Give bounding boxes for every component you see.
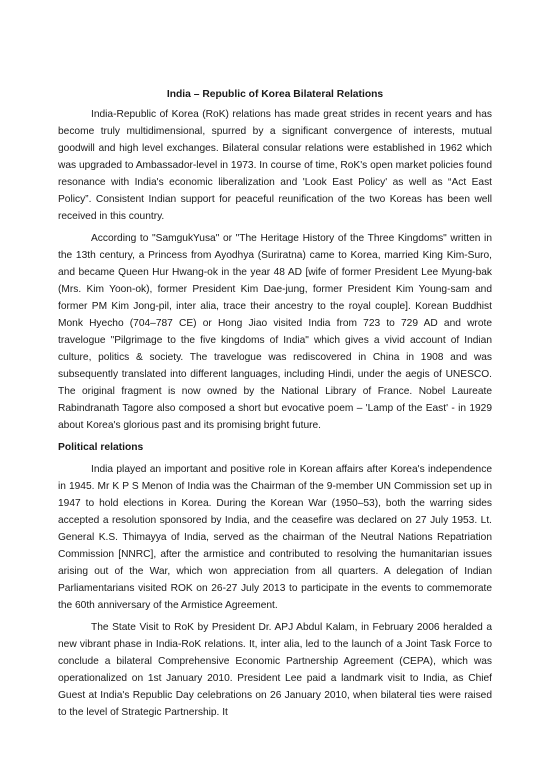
political-paragraph-2: The State Visit to RoK by President Dr. APJ Abdul Kalam, in February 2006 heralded a new vibrant phase in India-RoK relations. It, inter alia, led to the launch of a Joint Task Force to conclude a bilateral Comprehensive Economic Partnership Agreement (CEPA), which was operationalized on 1st January 2010. President Lee paid a landmark visit to India, as Chief Guest at India's Republic Day celebrations on 26 January 2010, when bilateral ties were raised to the level of Strategic Partnership. It [58, 622, 492, 718]
document-page [58, 88, 492, 726]
intro-paragraph-2: According to "SamgukYusa" or "The Heritage History of the Three Kingdoms" written in the 13th century, a Princess from Ayodhya (Suriratna) came to Korea, married King Kim-Suro, and became Queen Hur Hwang-ok in the year 48 AD [wife of former President Lee Myung-bak (Mrs. Kim Yoon-ok), former President Kim Dae-jung, former President Kim Young-sam and former PM Kim Jong-pil, inter alia, trace their ancestry to the royal couple]. Korean Buddhist Monk Hyecho (704–787 CE) or Hong Jiao visited India from 723 to 729 AD and wrote travelogue "Pilgrimage to the five kingdoms of India" which gives a vivid account of Indian culture, politics & society. The travelogue was rediscovered in China in 1908 and was subsequently translated into different languages, including Hindi, under the aegis of UNESCO. The original fragment is now owned by the National Library of France. Nobel Laureate Rabindranath Tagore also composed a short but evocative poem – 'Lamp of the East' - in 1929 about Korea's glorious past and its promising bright future. [58, 233, 492, 431]
section-heading-political-relations: Political relations [58, 442, 144, 453]
intro-paragraph-1: India-Republic of Korea (RoK) relations has made great strides in recent years and has become truly multidimensional, spurred by a significant convergence of interests, mutual goodwill and high level exchanges. Bilateral consular relations were established in 1962 which was upgraded to Ambassador-level in 1973. In course of time, RoK's open market policies found resonance with India's economic liberalization and 'Look East Policy' as well as “Act East Policy”. Consistent Indian support for peaceful reunification of the two Koreas has been well received in this country. [58, 109, 492, 222]
document-title: India – Republic of Korea Bilateral Relations [166, 89, 384, 100]
political-paragraph-1: India played an important and positive role in Korean affairs after Korea's independence in 1945. Mr K P S Menon of India was the Chairman of the 9-member UN Commission set up in 1947 to hold elections in Korea. During the Korean War (1950–53), both the warring sides accepted a resolution sponsored by India, and the ceasefire was declared on 27 July 1953. Lt. General K.S. Thimayya of India, served as the chairman of the Neutral Nations Repatriation Commission [NNRC], after the armistice and contributed to resolving the humanitarian issues arising out of the War, which won appreciation from all quarters. A delegation of Indian Parliamentarians visited ROK on 26-27 July 2013 to participate in the events to commemorate the 60th anniversary of the Armistice Agreement. [58, 464, 492, 611]
